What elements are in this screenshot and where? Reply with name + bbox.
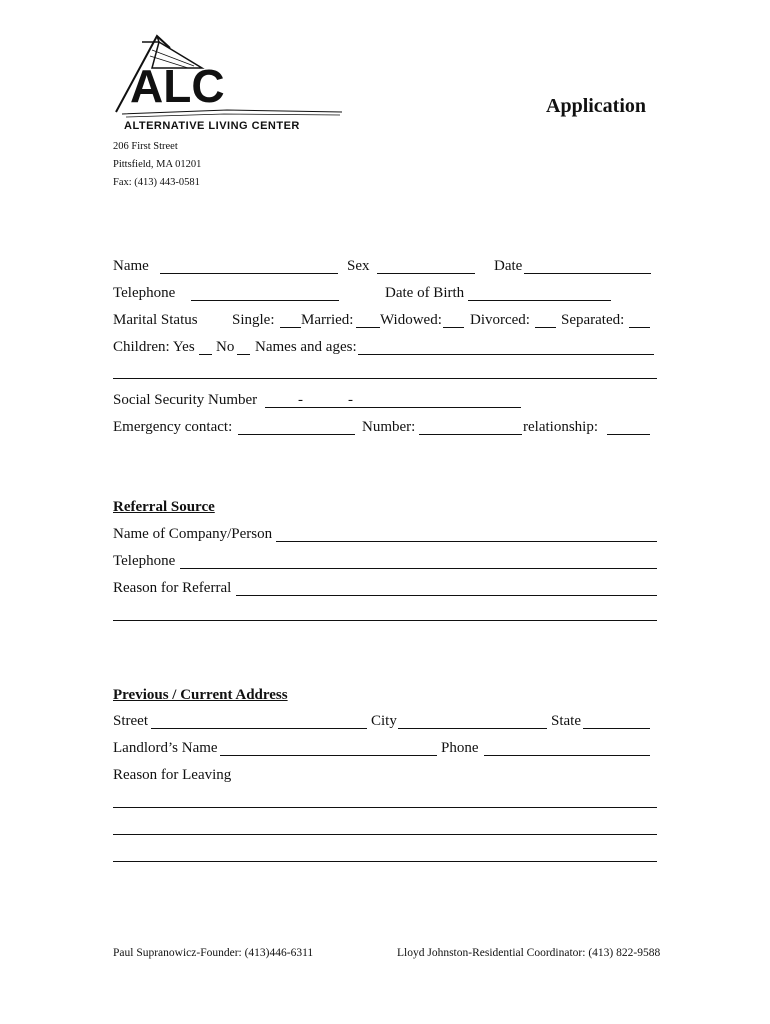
- date-field[interactable]: [524, 273, 651, 274]
- telephone-label: Telephone: [113, 285, 176, 301]
- document-title: Application: [546, 95, 647, 117]
- children-yes-label: Children: Yes: [113, 339, 195, 355]
- referral-company-label: Name of Company/Person: [113, 526, 273, 542]
- relationship-field[interactable]: [607, 434, 650, 435]
- city-field[interactable]: [398, 728, 547, 729]
- footer-founder: Paul Supranowicz-Founder: (413)446-6311: [113, 947, 314, 959]
- widowed-field[interactable]: [443, 327, 464, 328]
- street-label: Street: [113, 713, 148, 729]
- marital-status-label: Marital Status: [113, 312, 198, 328]
- street-field[interactable]: [151, 728, 367, 729]
- referral-reason-field[interactable]: [236, 595, 657, 596]
- widowed-label: Widowed:: [380, 312, 442, 328]
- ssn-dash-1: -: [298, 392, 303, 408]
- referral-telephone-field[interactable]: [180, 568, 657, 569]
- separated-field[interactable]: [629, 327, 650, 328]
- address-heading: Previous / Current Address: [113, 687, 288, 703]
- names-ages-field-continued[interactable]: [113, 378, 657, 379]
- logo-tagline-text: ALTERNATIVE LIVING CENTER: [124, 120, 300, 132]
- single-field[interactable]: [280, 327, 301, 328]
- telephone-field[interactable]: [191, 300, 339, 301]
- relationship-label: relationship:: [523, 419, 598, 435]
- referral-telephone-label: Telephone: [113, 553, 176, 569]
- children-yes-field[interactable]: [199, 354, 212, 355]
- referral-company-field[interactable]: [276, 541, 657, 542]
- married-field[interactable]: [356, 327, 380, 328]
- dob-field[interactable]: [468, 300, 611, 301]
- emergency-contact-field[interactable]: [238, 434, 355, 435]
- emergency-contact-label: Emergency contact:: [113, 419, 233, 435]
- name-field[interactable]: [160, 273, 338, 274]
- single-label: Single:: [232, 312, 275, 328]
- landlord-phone-label: Phone: [441, 740, 479, 756]
- names-ages-field[interactable]: [358, 354, 654, 355]
- reason-leaving-line-1[interactable]: [113, 807, 657, 808]
- city-label: City: [371, 713, 397, 729]
- emergency-number-label: Number:: [362, 419, 416, 435]
- ssn-label: Social Security Number: [113, 392, 258, 408]
- divorced-field[interactable]: [535, 327, 556, 328]
- names-ages-label: Names and ages:: [255, 339, 357, 355]
- referral-source-heading: Referral Source: [113, 499, 215, 515]
- reason-leaving-line-2[interactable]: [113, 834, 657, 835]
- state-label: State: [551, 713, 581, 729]
- footer-coordinator: Lloyd Johnston-Residential Coordinator: (413) 822-9588: [397, 947, 661, 959]
- alc-logo-graphic: [112, 30, 352, 135]
- reason-leaving-label: Reason for Leaving: [113, 767, 232, 783]
- sex-field[interactable]: [377, 273, 475, 274]
- address-city: Pittsfield, MA 01201: [113, 159, 202, 170]
- state-field[interactable]: [583, 728, 650, 729]
- logo-mark-text: ALC: [130, 60, 225, 112]
- children-no-label: No: [216, 339, 235, 355]
- reason-leaving-line-3[interactable]: [113, 861, 657, 862]
- ssn-field[interactable]: [265, 407, 521, 408]
- ssn-dash-2: -: [348, 392, 353, 408]
- sex-label: Sex: [347, 258, 370, 274]
- landlord-name-field[interactable]: [220, 755, 437, 756]
- landlord-phone-field[interactable]: [484, 755, 650, 756]
- dob-label: Date of Birth: [385, 285, 465, 301]
- referral-reason-field-continued[interactable]: [113, 620, 657, 621]
- date-label: Date: [494, 258, 523, 274]
- name-label: Name: [113, 258, 149, 274]
- referral-reason-label: Reason for Referral: [113, 580, 232, 596]
- alc-logo: [112, 30, 352, 135]
- divorced-label: Divorced:: [470, 312, 530, 328]
- landlord-name-label: Landlord’s Name: [113, 740, 218, 756]
- emergency-number-field[interactable]: [419, 434, 522, 435]
- address-street: 206 First Street: [113, 141, 178, 152]
- married-label: Married:: [301, 312, 354, 328]
- separated-label: Separated:: [561, 312, 625, 328]
- children-no-field[interactable]: [237, 354, 250, 355]
- address-fax: Fax: (413) 443-0581: [113, 177, 200, 188]
